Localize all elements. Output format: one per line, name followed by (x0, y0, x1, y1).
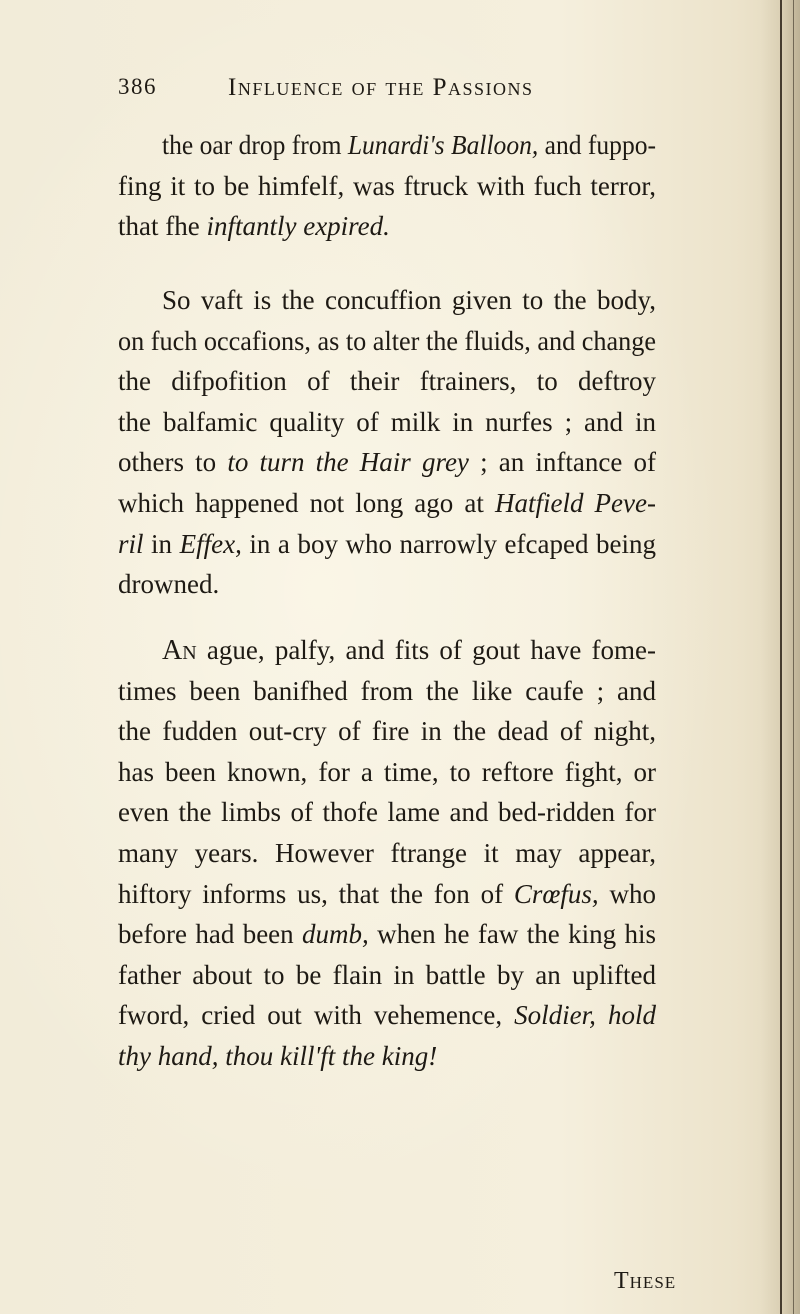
text-run: when he faw the king his (368, 919, 657, 950)
text-run: the oar drop from (162, 130, 348, 160)
text-line (118, 752, 656, 792)
running-title: Influence of the Passions (228, 74, 534, 101)
text-run: has been known, for a time, to reftore fight, or (118, 756, 656, 787)
italic-text: to turn the Hair grey (227, 447, 469, 478)
text-line (118, 955, 656, 995)
text-run: which happened not long ago at (118, 488, 495, 518)
text-line (118, 995, 656, 1035)
italic-text: inftantly expired. (206, 211, 390, 242)
text-line (118, 321, 656, 361)
page-edge-line-outer (793, 0, 794, 1314)
text-run: who (598, 878, 656, 909)
text-line (162, 280, 656, 320)
text-run: even the limbs of thofe lame and bed-ridden for (118, 797, 656, 828)
page-number: 386 (118, 74, 157, 99)
text-line (118, 166, 656, 206)
text-line (162, 630, 656, 670)
text-line (118, 206, 390, 246)
text-line (118, 874, 656, 914)
text-run: that fhe (118, 211, 207, 242)
text-run: the difpofition of their ftrainers, to deftroy (118, 366, 656, 397)
italic-text: dumb, (302, 919, 369, 950)
text-run: in a boy who narrowly efcaped being (241, 528, 656, 559)
italic-text: thy hand, thou kill'ft the king! (118, 1041, 438, 1071)
text-run: the fudden out-cry of fire in the dead of night, (118, 716, 656, 747)
text-run: father about to be flain in battle by an uplifted (118, 959, 656, 990)
italic-text: Soldier, hold (514, 1000, 656, 1031)
text-run: on fuch occafions, as to alter the fluids, and change (118, 325, 656, 356)
text-run: the balfamic quality of milk in nurfes ; and in (118, 406, 656, 437)
text-line (118, 1036, 437, 1076)
text-run: So vaft is the concuffion given to the body, (162, 285, 656, 315)
text-line (118, 792, 656, 832)
text-run: times been banifhed from the like caufe ; and (118, 675, 656, 706)
italic-text: Effex, (179, 528, 242, 559)
text-run: and fuppo- (538, 130, 656, 160)
text-line (118, 483, 656, 523)
italic-text: Hatfield Peve- (494, 488, 656, 518)
text-run: ; an inftance of (468, 447, 656, 478)
text-line (118, 564, 219, 604)
text-line (118, 711, 656, 751)
text-run: many years. However ftrange it may appear, (118, 838, 656, 868)
page-edge-line (780, 0, 782, 1314)
text-line (118, 914, 656, 954)
catchword: These (614, 1268, 677, 1294)
text-line (118, 833, 656, 873)
italic-text: ril (118, 528, 144, 559)
italic-text: Crœfus, (513, 878, 599, 909)
text-line (118, 671, 656, 711)
text-line (118, 402, 656, 442)
text-line (162, 125, 656, 165)
text-run: fing it to be himfelf, was ftruck with fuch terror, (118, 170, 656, 201)
text-run: fword, cried out with vehemence, (118, 1000, 515, 1031)
text-run: drowned. (118, 569, 220, 600)
italic-text: Lunardi's Balloon, (347, 130, 539, 160)
text-run: others to (118, 447, 228, 478)
running-head (118, 74, 678, 108)
text-run: An (162, 635, 197, 666)
text-run: ague, palfy, and fits of gout have fome- (196, 635, 656, 665)
text-line (118, 524, 656, 564)
text-line (118, 361, 656, 401)
text-run: hiftory informs us, that the fon of (118, 878, 514, 909)
text-line (118, 442, 656, 482)
text-run: in (143, 528, 180, 559)
text-run: before had been (118, 919, 303, 950)
